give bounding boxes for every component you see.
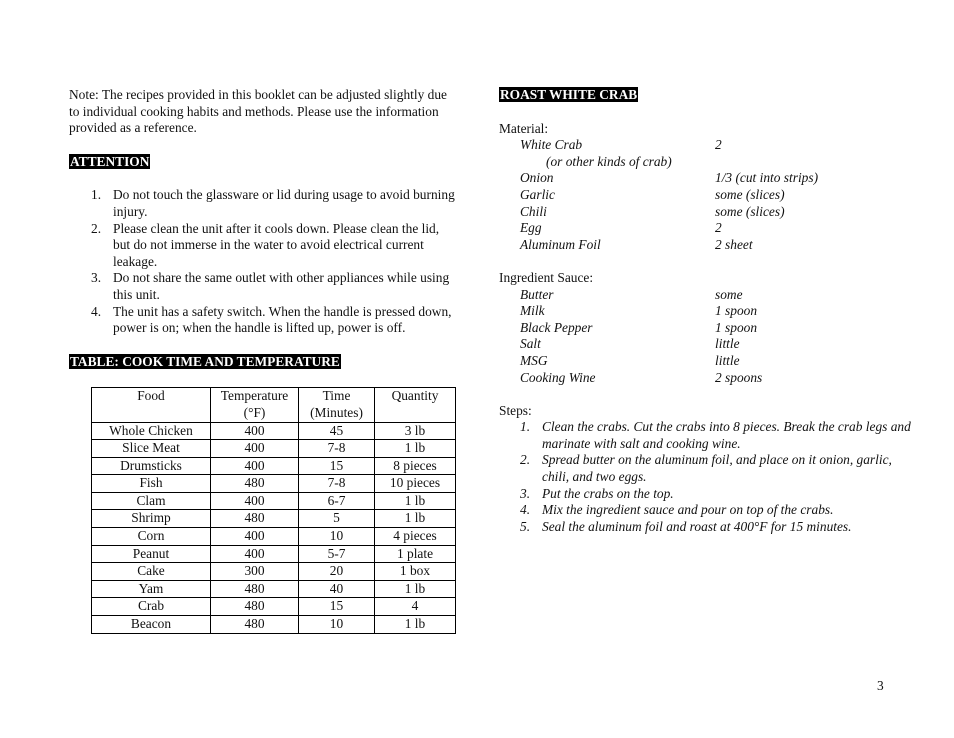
attention-item: 3. Do not share the same outlet with other appliances while using this unit. <box>91 270 450 302</box>
table-row: Fish 480 7-8 10 pieces <box>92 475 456 493</box>
header-quantity: Quantity <box>375 388 456 422</box>
table-row: Crab 480 15 4 <box>92 598 456 616</box>
table-row: Clam 400 6-7 1 lb <box>92 492 456 510</box>
table-row: Shrimp 480 5 1 lb <box>92 510 456 528</box>
material-row: Aluminum Foil 2 sheet <box>520 236 753 252</box>
step-item: 4. Mix the ingredient sauce and pour on top of the crabs. <box>520 502 834 518</box>
attention-item: 1. Do not touch the glassware or lid during usage to avoid burning injury. <box>91 187 455 219</box>
left-column <box>69 87 459 634</box>
table-row: Yam 480 40 1 lb <box>92 580 456 598</box>
attention-list <box>69 187 459 336</box>
table-row: Corn 400 10 4 pieces <box>92 528 456 546</box>
step-item: 1. Clean the crabs. Cut the crabs into 8 pieces. Break the crab legs and marinate with salt and cooking wine. <box>520 419 911 451</box>
attention-item: 2. Please clean the unit after it cools down. Please clean the lid, but do not immerse in the water to avoid electrical current leakage. <box>91 220 440 269</box>
table-header-row <box>92 388 456 422</box>
header-temperature: Temperature (°F) <box>211 388 299 422</box>
sauce-row: Salt little <box>520 336 740 352</box>
right-column <box>499 87 919 535</box>
material-row: Onion 1/3 (cut into strips) <box>520 170 819 186</box>
table-row: Drumsticks 400 15 8 pieces <box>92 457 456 475</box>
note-paragraph: Note: The recipes provided in this booklet can be adjusted slightly due to individual cooking habits and methods. Please use the information provided as a reference. <box>69 87 447 136</box>
sauce-row: MSG little <box>520 352 740 368</box>
material-row: Chili some (slices) <box>520 203 785 219</box>
table-heading: TABLE: COOK TIME AND TEMPERATURE <box>70 353 340 369</box>
header-food: Food <box>92 388 211 422</box>
sauce-row: Milk 1 spoon <box>520 303 758 319</box>
sauce-row: Butter some <box>520 286 743 302</box>
header-time: Time (Minutes) <box>299 388 375 422</box>
page-number: 3 <box>877 678 884 693</box>
cook-table <box>91 387 456 633</box>
sauce-row: Cooking Wine 2 spoons <box>520 369 763 385</box>
table-row: Cake 300 20 1 box <box>92 563 456 581</box>
material-note: (or other kinds of crab) <box>546 153 672 169</box>
recipe-heading: ROAST WHITE CRAB <box>500 87 638 102</box>
material-row: Garlic some (slices) <box>520 186 785 202</box>
step-item: 3. Put the crabs on the top. <box>520 485 674 501</box>
material-row: Egg 2 <box>520 220 722 236</box>
table-row: Peanut 400 5-7 1 plate <box>92 545 456 563</box>
table-row: Slice Meat 400 7-8 1 lb <box>92 440 456 458</box>
material-row: White Crab 2 <box>520 137 722 153</box>
steps-label: Steps: <box>499 402 532 418</box>
sauce-row: Black Pepper 1 spoon <box>520 319 758 335</box>
steps-list <box>499 419 919 535</box>
step-item: 2. Spread butter on the aluminum foil, and place on it onion, garlic, chili, and two eggs. <box>520 452 892 485</box>
table-row: Whole Chicken 400 45 3 lb <box>92 422 456 440</box>
material-label: Material: <box>499 120 549 136</box>
attention-item: 4. The unit has a safety switch. When the handle is pressed down, power is on; when the handle is lifted up, power is off. <box>91 303 452 336</box>
step-item: 5. Seal the aluminum foil and roast at 400°F for 15 minutes. <box>520 518 852 534</box>
attention-heading: ATTENTION <box>70 153 150 169</box>
table-row: Beacon 480 10 1 lb <box>92 616 456 634</box>
sauce-label: Ingredient Sauce: <box>499 269 594 285</box>
